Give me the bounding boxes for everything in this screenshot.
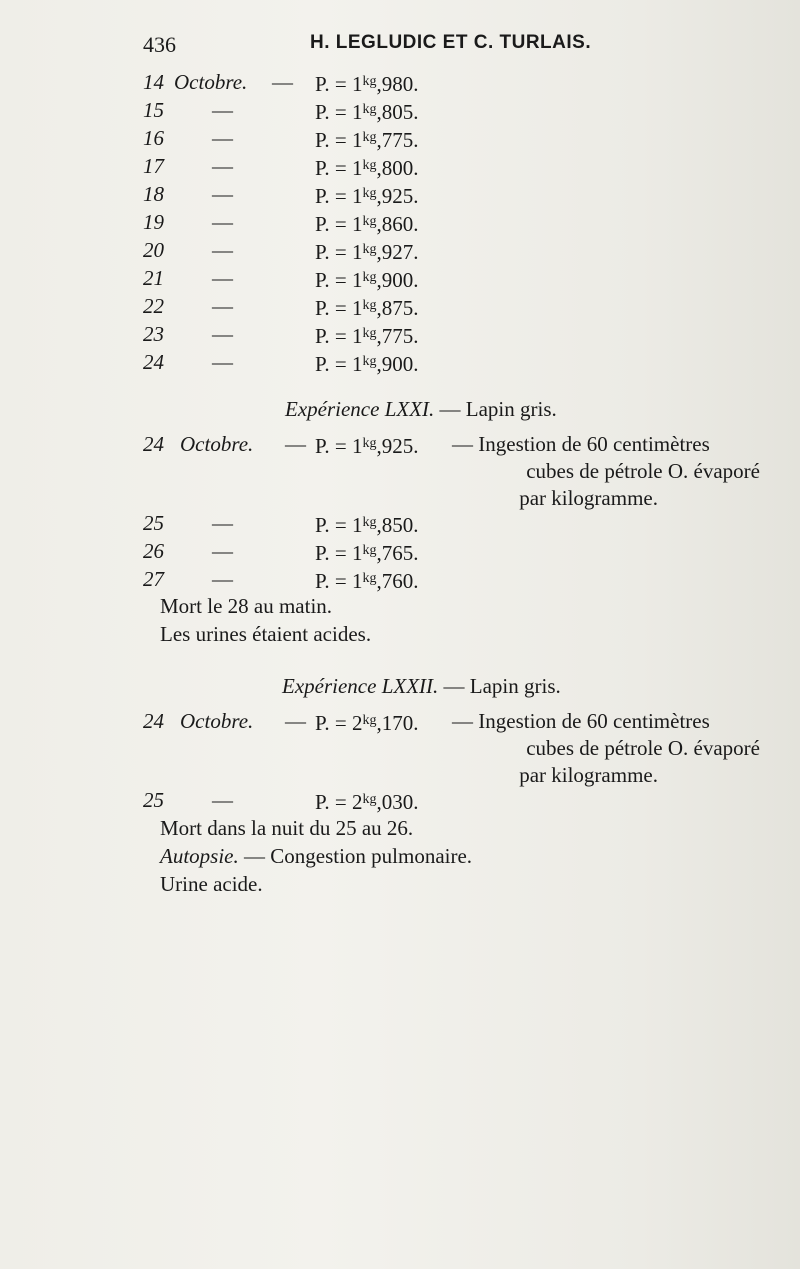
weight-value: P. = $1^{kg},765$.	[315, 541, 419, 565]
weight-value: P. = $1^{kg},775$.	[315, 324, 419, 348]
day: 24	[143, 709, 164, 733]
weight-value: P. = $1^{kg},760$.	[315, 569, 419, 593]
weight-value: P. = $1^{kg},925$.	[315, 434, 419, 458]
day: 14	[143, 70, 164, 94]
dash: —	[212, 322, 233, 346]
weight-value: P. = $1^{kg},860$.	[315, 212, 419, 236]
dash: —	[212, 182, 233, 206]
weight-value: P. = $1^{kg},900$.	[315, 268, 419, 292]
day: 20	[143, 238, 164, 262]
dash: —	[212, 511, 233, 535]
dash: —	[212, 266, 233, 290]
page-number: 436	[143, 32, 176, 57]
ingestion-note-line3: par kilogramme.	[519, 486, 658, 510]
dash: —	[212, 154, 233, 178]
day: 17	[143, 154, 164, 178]
experiment-71-title: Expérience LXXI. — Lapin gris.	[285, 397, 557, 421]
ingestion-note-line3: par kilogramme.	[519, 763, 658, 787]
ingestion-note: — Ingestion de 60 centimètres	[452, 432, 710, 456]
day: 27	[143, 567, 164, 591]
urine-note: Urine acide.	[160, 872, 263, 896]
death-note: Mort le 28 au matin.	[160, 594, 333, 618]
dash: —	[285, 432, 306, 456]
ingestion-note: — Ingestion de 60 centimètres	[452, 709, 710, 733]
weight-value: P. = $1^{kg},805$.	[315, 100, 419, 124]
weight-value: P. = $1^{kg},900$.	[315, 352, 419, 376]
weight-value: P. = $2^{kg},030$.	[315, 790, 419, 814]
dash: —	[212, 126, 233, 150]
ingestion-note-line2: cubes de pétrole O. évaporé	[526, 736, 760, 760]
weight-value: P. = $1^{kg},927$.	[315, 240, 419, 264]
dash: —	[212, 539, 233, 563]
day: 25	[143, 511, 164, 535]
day: 23	[143, 322, 164, 346]
dash: —	[212, 210, 233, 234]
dash: —	[285, 709, 306, 733]
experiment-72-title: Expérience LXXII. — Lapin gris.	[282, 674, 561, 698]
month: Octobre.	[174, 70, 248, 94]
dash: —	[212, 238, 233, 262]
month: Octobre.	[180, 709, 254, 733]
dash: —	[212, 350, 233, 374]
day: 19	[143, 210, 164, 234]
weight-value: P. = $2^{kg},170$.	[315, 711, 419, 735]
urine-note: Les urines étaient acides.	[160, 622, 372, 646]
day: 15	[143, 98, 164, 122]
weight-value: P. = $1^{kg},775$.	[315, 128, 419, 152]
day: 26	[143, 539, 164, 563]
running-title: H. LEGLUDIC ET C. TURLAIS.	[310, 32, 592, 53]
dash: —	[212, 294, 233, 318]
weight-value: P. = $1^{kg},875$.	[315, 296, 419, 320]
dash: —	[212, 98, 233, 122]
day: 22	[143, 294, 164, 318]
dash: —	[272, 70, 293, 94]
day: 18	[143, 182, 164, 206]
dash: —	[212, 567, 233, 591]
weight-value: P. = $1^{kg},980$.	[315, 72, 419, 96]
death-note: Mort dans la nuit du 25 au 26.	[160, 816, 414, 840]
day: 24	[143, 350, 164, 374]
day: 24	[143, 432, 164, 456]
day: 16	[143, 126, 164, 150]
autopsy-note: Autopsie. — Congestion pulmonaire.	[160, 844, 473, 868]
month: Octobre.	[180, 432, 254, 456]
weight-value: P. = $1^{kg},800$.	[315, 156, 419, 180]
day: 21	[143, 266, 164, 290]
ingestion-note-line2: cubes de pétrole O. évaporé	[526, 459, 760, 483]
weight-value: P. = $1^{kg},925$.	[315, 184, 419, 208]
day: 25	[143, 788, 164, 812]
weight-value: P. = $1^{kg},850$.	[315, 513, 419, 537]
dash: —	[212, 788, 233, 812]
